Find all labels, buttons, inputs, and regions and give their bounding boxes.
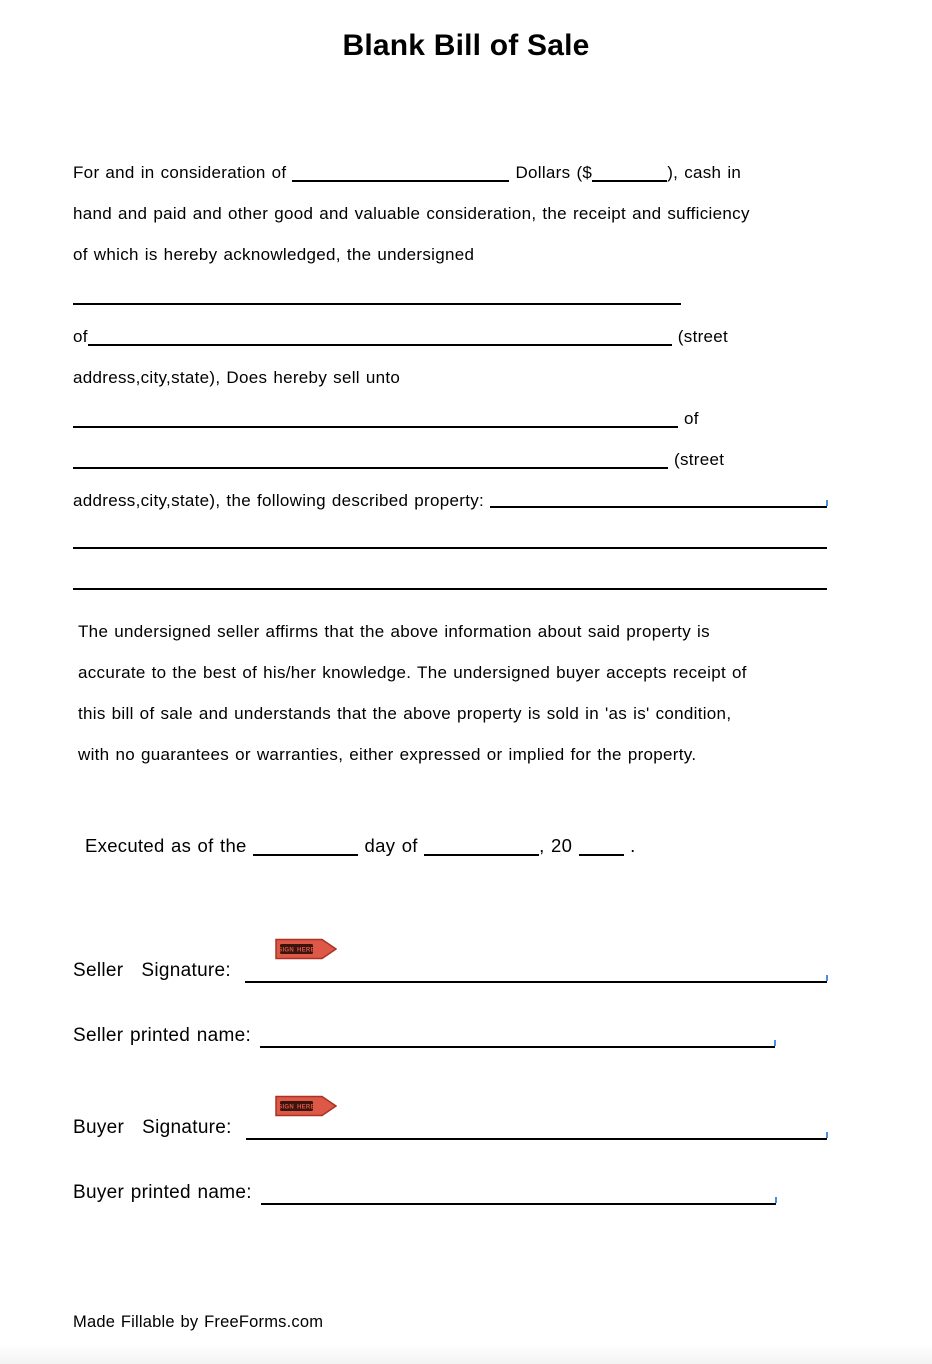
footer-credit-text: Made Fillable by FreeForms.com xyxy=(73,1313,324,1331)
blank-consideration-amount-numeric[interactable] xyxy=(592,180,667,182)
executed-text-3: , 20 xyxy=(539,835,579,856)
sign-here-label: SIGN HERE xyxy=(278,1104,315,1111)
property-description-row-3 xyxy=(73,562,827,603)
signature-word: Signature: xyxy=(141,960,232,981)
buyer-word: Buyer xyxy=(73,1117,125,1138)
seller-signature-row xyxy=(73,947,827,991)
property-intro-text: address,city,state), the following described property: xyxy=(73,491,485,510)
property-description-row-2 xyxy=(73,521,827,562)
executed-text-4: . xyxy=(623,835,636,856)
buyer-printed-name-row xyxy=(73,1172,827,1213)
affirmation-line-4: with no guarantees or warranties, either expressed or implied for the property. xyxy=(78,745,697,764)
buyer-of-text: of xyxy=(678,409,699,428)
consideration-line-1 xyxy=(73,152,827,193)
page-bottom-edge xyxy=(0,1344,932,1364)
blank-execution-month[interactable] xyxy=(424,854,539,856)
buyer-signature-row xyxy=(73,1104,827,1148)
blank-buyer-name[interactable] xyxy=(73,426,678,428)
seller-street-note: (street xyxy=(671,327,729,346)
buyer-signature-label xyxy=(73,1107,232,1148)
property-intro-row xyxy=(73,480,827,521)
buyer-signature-line[interactable] xyxy=(246,1104,827,1140)
buyer-printed-name-line[interactable] xyxy=(261,1172,776,1205)
seller-printed-name-line[interactable] xyxy=(260,1015,775,1048)
sign-here-label: SIGN HERE xyxy=(278,947,315,954)
consideration-line-3: of which is hereby acknowledged, the undersigned xyxy=(73,245,475,264)
affirmation-line-2: accurate to the best of his/her knowledge. The undersigned buyer accepts receipt of xyxy=(78,663,747,682)
seller-of-text: of xyxy=(73,327,88,346)
blank-seller-address[interactable] xyxy=(88,344,672,346)
executed-text-1: Executed as of the xyxy=(85,835,254,856)
buyer-address-row xyxy=(73,439,827,480)
buyer-printed-name-label: Buyer printed name: xyxy=(73,1182,252,1203)
consideration-text-3: ), cash in xyxy=(667,163,742,182)
blank-buyer-address[interactable] xyxy=(73,467,668,469)
executed-text-2: day of xyxy=(358,835,425,856)
consideration-line-2: hand and paid and other good and valuable consideration, the receipt and sufficiency xyxy=(73,204,750,223)
seller-word: Seller xyxy=(73,960,124,981)
seller-printed-name-label: Seller printed name: xyxy=(73,1025,252,1046)
buyer-street-note: (street xyxy=(668,450,725,469)
paragraph-consideration xyxy=(73,152,827,275)
signature-word: Signature: xyxy=(142,1117,232,1138)
consideration-text-1: For and in consideration of xyxy=(73,163,293,182)
seller-street-line: address,city,state), Does hereby sell unto xyxy=(73,368,401,387)
execution-date-row xyxy=(73,825,827,866)
buyer-name-row xyxy=(73,398,827,439)
seller-address-row xyxy=(73,316,827,357)
seller-signature-line[interactable] xyxy=(245,947,827,983)
blank-execution-day[interactable] xyxy=(253,854,358,856)
consideration-text-2: Dollars ($ xyxy=(509,163,593,182)
page-title: Blank Bill of Sale xyxy=(342,29,590,62)
blank-property-description-3[interactable] xyxy=(73,562,827,590)
seller-printed-name-row xyxy=(73,1015,827,1056)
blank-property-description-2[interactable] xyxy=(73,521,827,549)
seller-name-row xyxy=(73,275,827,316)
affirmation-line-3: this bill of sale and understands that the above property is sold in 'as is' condition, xyxy=(78,704,732,723)
document-content xyxy=(0,152,932,1332)
blank-property-description-1[interactable] xyxy=(490,480,827,508)
affirmation-line-1: The undersigned seller affirms that the above information about said property is xyxy=(78,622,710,641)
blank-execution-year[interactable] xyxy=(579,854,624,856)
blank-seller-name[interactable] xyxy=(73,303,681,305)
seller-signature-label xyxy=(73,950,231,991)
blank-consideration-amount-words[interactable] xyxy=(292,180,509,182)
paragraph-affirmation xyxy=(73,611,827,775)
